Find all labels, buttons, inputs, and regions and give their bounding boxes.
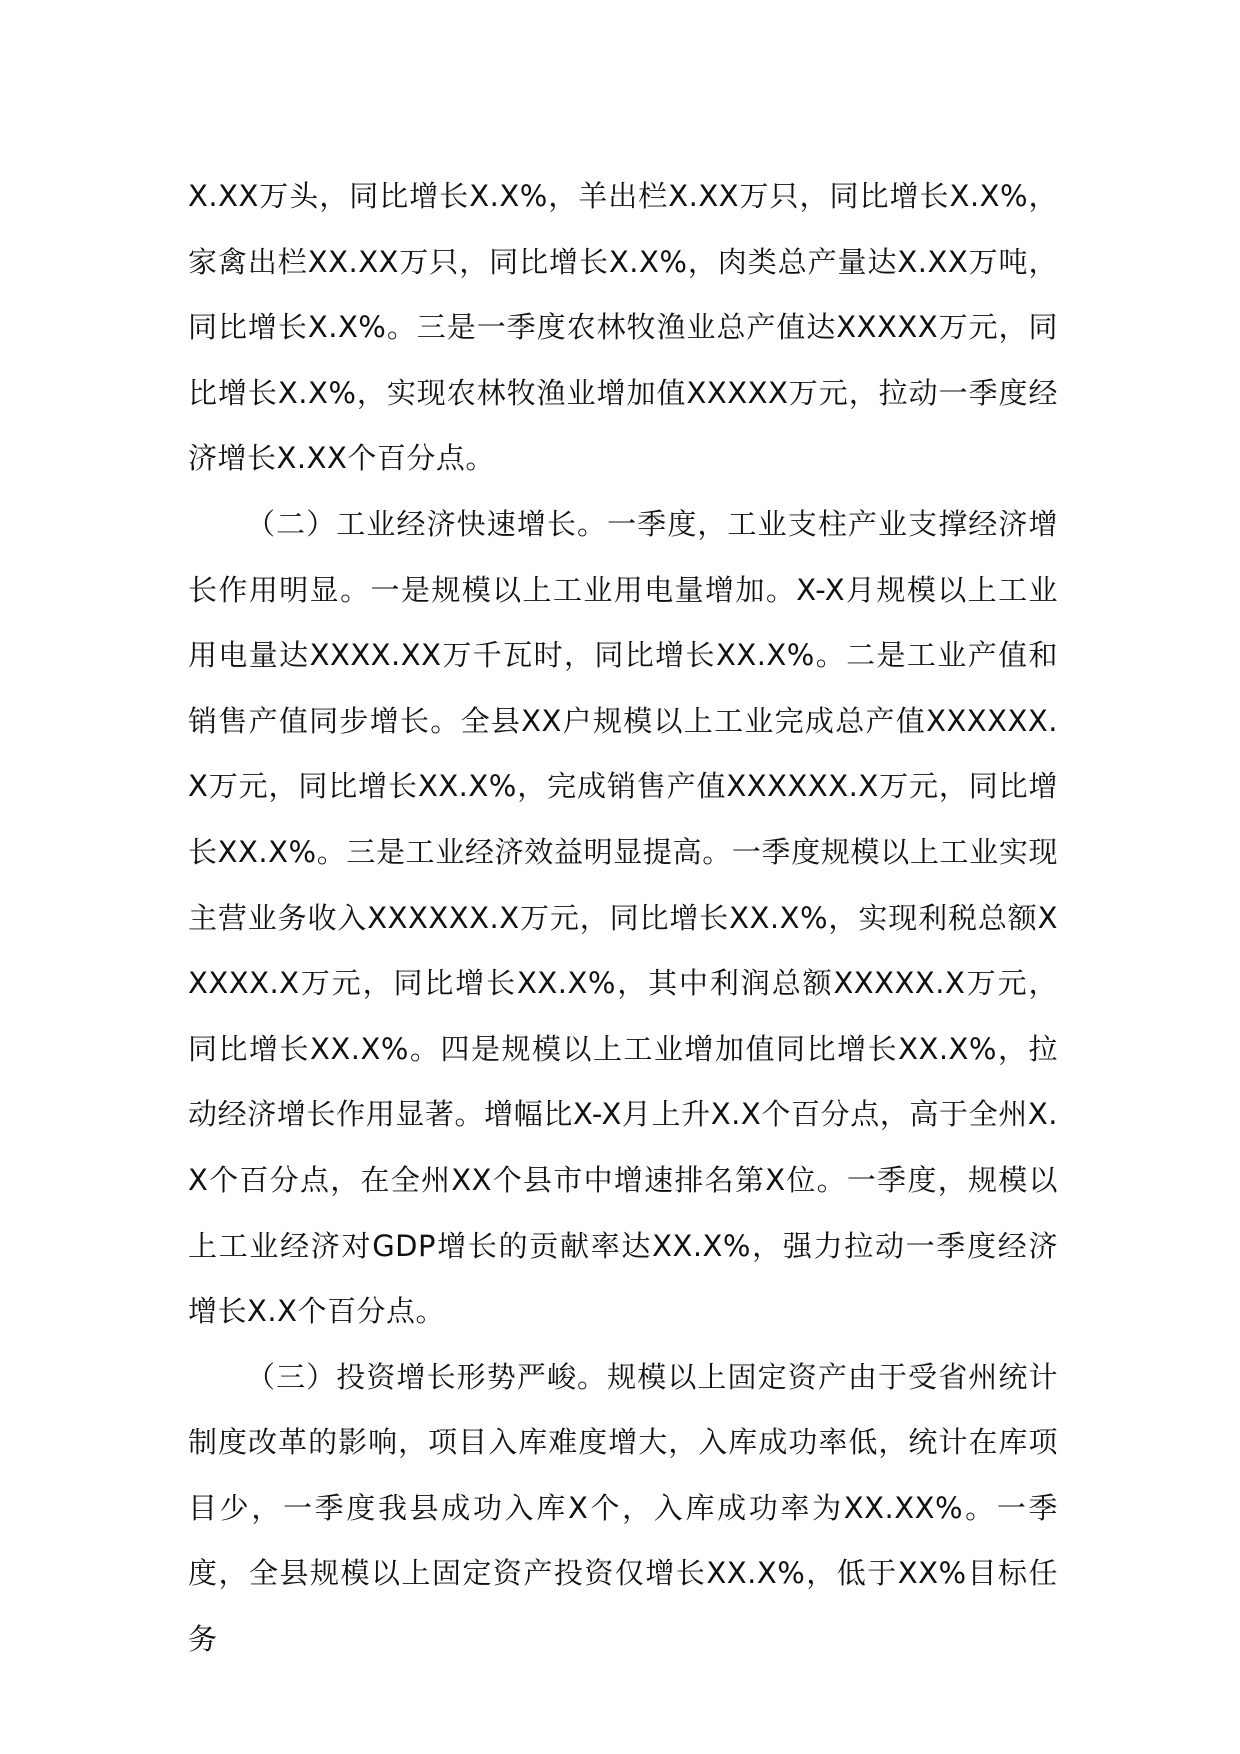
paragraph-investment-growth: （三）投资增长形势严峻。规模以上固定资产由于受省州统计制度改革的影响，项目入库难度增大，入库成功率低，统计在库项目少，一季度我县成功入库X个，入库成功率为XX.XX%。一季度，全县规模以上固定资产投资仅增长XX.X%，低于XX%目标任务 <box>188 1359 1058 1657</box>
paragraph-livestock-output: X.XX万头，同比增长X.X%，羊出栏X.XX万只，同比增长X.X%，家禽出栏XX.XX万只，同比增长X.X%，肉类总产量达X.XX万吨，同比增长X.X%。三是一季度农林牧渔业总产值达XXXXX万元，同比增长X.X%，实现农林牧渔业增加值XXXXX万元，拉动一季度经济增长X.XX个百分点。 <box>188 179 1058 476</box>
paragraph-industrial-economy: （二）工业经济快速增长。一季度，工业支柱产业支撑经济增长作用明显。一是规模以上工业用电量增加。X-X月规模以上工业用电量达XXXX.XX万千瓦时，同比增长XX.X%。二是工业产值和销售产值同步增长。全县XX户规模以上工业完成总产值XXXXXX.X万元，同比增长XX.X%，完成销售产值XXXXXX.X万元，同比增长XX.X%。三是工业经济效益明显提高。一季度规模以上工业实现主营业务收入XXXXXX.X万元，同比增长XX.X%，实现利税总额XXXXX.X万元，同比增长XX.X%，其中利润总额XXXXX.X万元，同比增长XX.X%。四是规模以上工业增加值同比增长XX.X%，拉动经济增长作用显著。增幅比X-X月上升X.X个百分点，高于全州X.X个百分点，在全州XX个县市中增速排名第X位。一季度，规模以上工业经济对GDP增长的贡献率达XX.X%，强力拉动一季度经济增长X.X个百分点。 <box>188 506 1058 1329</box>
document-page <box>188 164 1058 1673</box>
